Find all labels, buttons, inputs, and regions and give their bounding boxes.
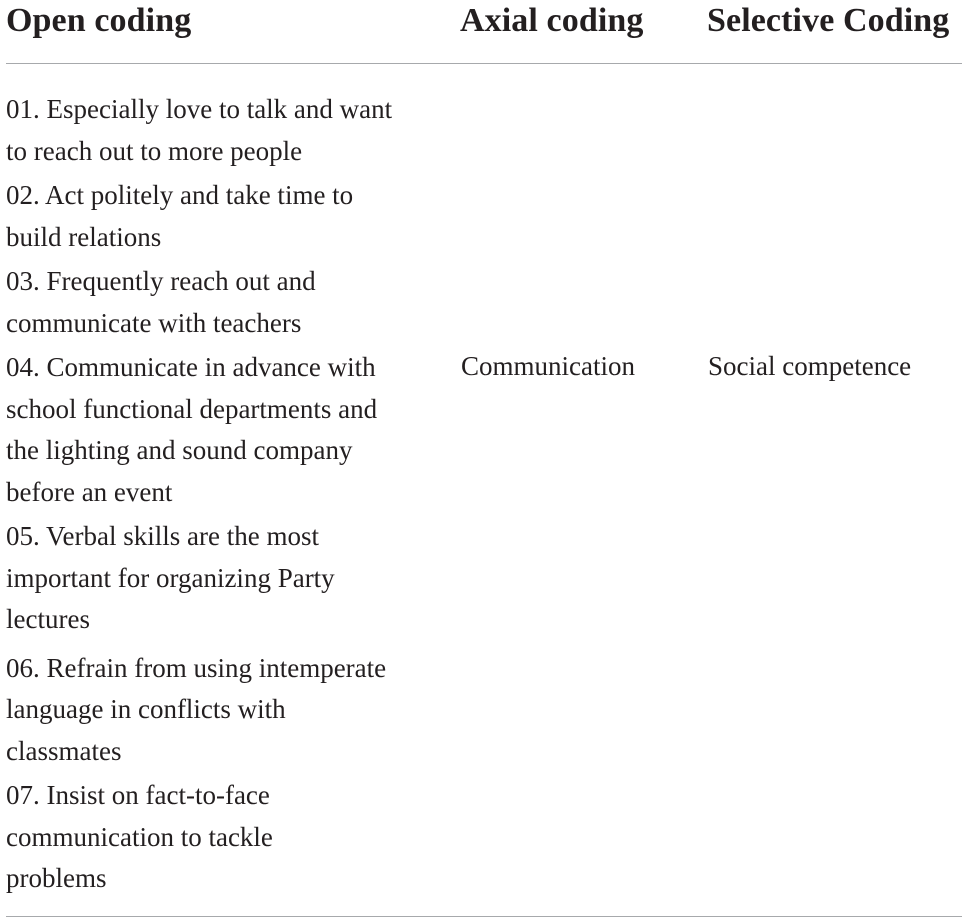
header-axial-coding: Axial coding: [460, 2, 644, 39]
axial-coding-cell: Communication: [461, 351, 635, 381]
open-coding-item-05: 05. Verbal skills are the most important for organizing Party lectures: [6, 521, 335, 634]
open-coding-item-07: 07. Insist on fact-to-face communication to tackle problems: [6, 780, 273, 893]
header-rule: [6, 63, 962, 64]
table-header: [0, 0, 973, 44]
open-coding-item-03: 03. Frequently reach out and communicate with teachers: [6, 266, 316, 338]
selective-coding-cell: Social competence: [708, 351, 912, 381]
header-selective-coding: Selective Coding: [707, 2, 950, 39]
open-coding-item-04: 04. Communicate in advance with school functional departments and the lighting and sound company before an event: [6, 352, 378, 507]
open-coding-item-01: 01. Especially love to talk and want to reach out to more people: [6, 94, 393, 166]
open-coding-item-02: 02. Act politely and take time to build relations: [6, 180, 354, 252]
header-open-coding: Open coding: [6, 2, 192, 39]
open-coding-column: [6, 89, 426, 903]
table-bottom-rule: [6, 916, 962, 917]
open-coding-item-06: 06. Refrain from using intemperate language in conflicts with classmates: [6, 652, 387, 766]
